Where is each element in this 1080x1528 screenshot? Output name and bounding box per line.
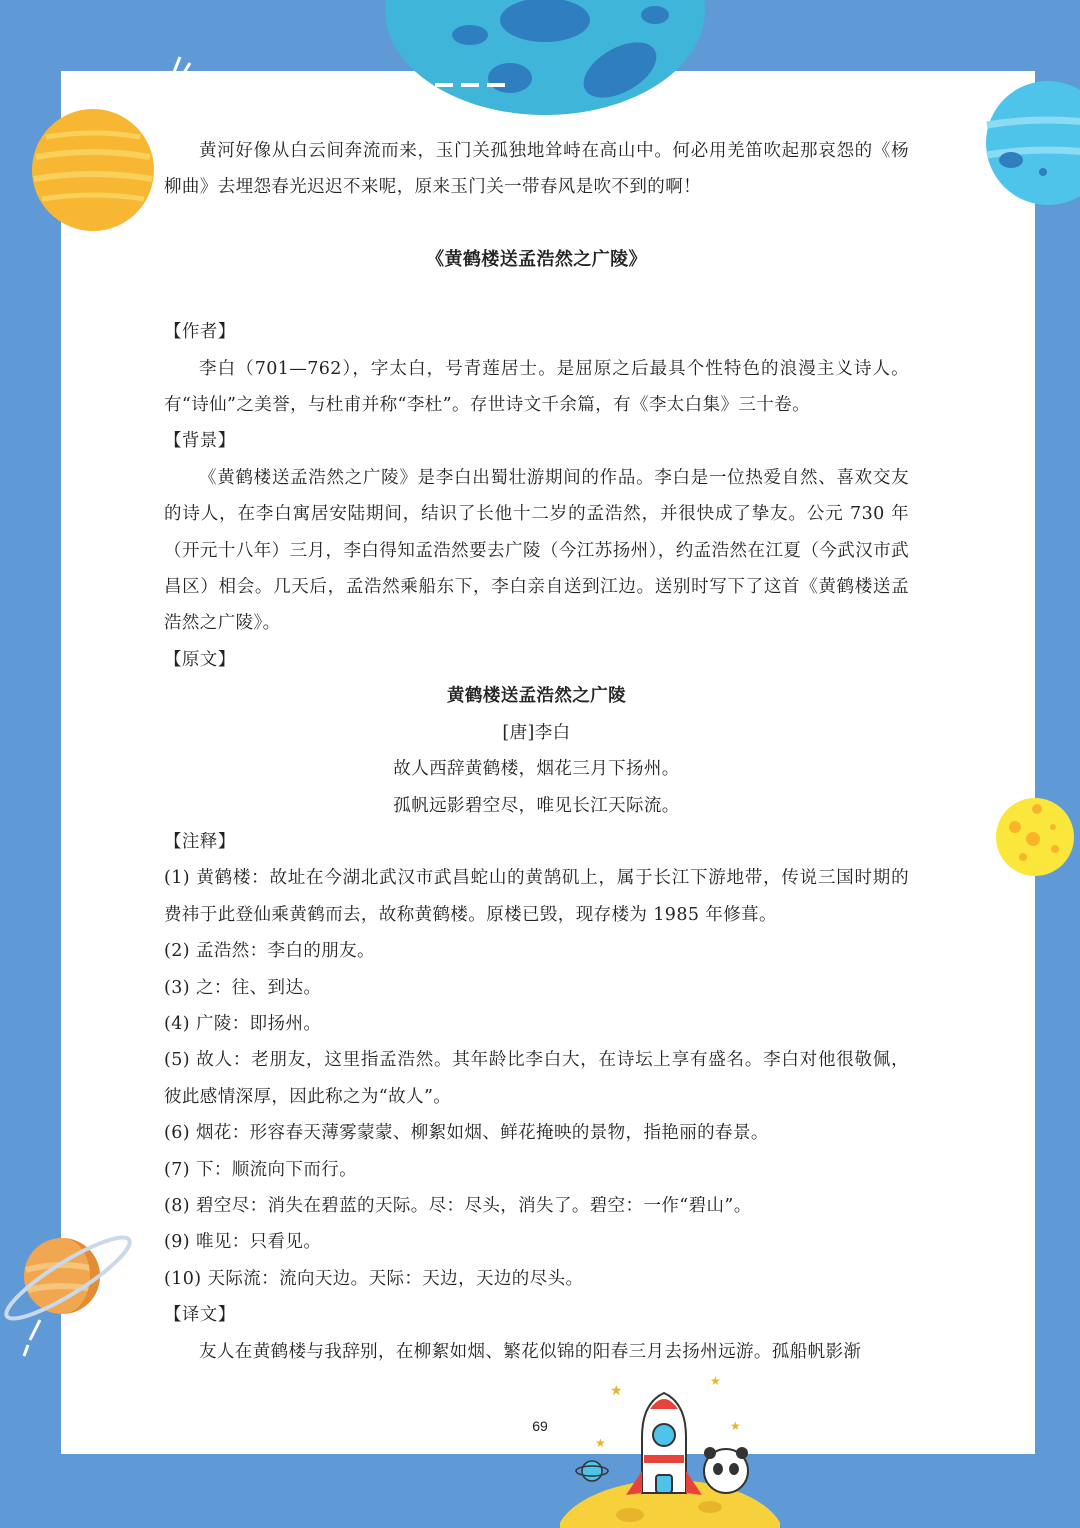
- note-item: (4) 广陵：即扬州。: [164, 1013, 322, 1034]
- author-text: 李白（701—762），字太白，号青莲居士。是屈原之后最具个性特色的浪漫主义诗人。有“诗仙”之美誉，与杜甫并称“李杜”。存世诗文千余篇，有《李太白集》三十卷。: [164, 358, 909, 416]
- svg-text:★: ★: [595, 1436, 606, 1450]
- ringed-planet-icon: [0, 1230, 145, 1360]
- note-item: (8) 碧空尽：消失在碧蓝的天际。尽：尽头，消失了。碧空：一作“碧山”。: [164, 1195, 752, 1216]
- poem-title: 黄鹤楼送孟浩然之广陵: [447, 686, 626, 707]
- moon-planet-icon: [380, 0, 710, 120]
- note-item: (10) 天际流：流向天边。天际：天边，天边的尽头。: [164, 1268, 584, 1289]
- note-item: (3) 之：往、到达。: [164, 977, 322, 998]
- note-item: (1) 黄鹤楼：故址在今湖北武汉市武昌蛇山的黄鹄矶上，属于长江下游地带，传说三国时期的费祎于此登仙乘黄鹤而去，故称黄鹤楼。原楼已毁，现存楼为 1985 年修葺。: [164, 868, 909, 925]
- note-item: (5) 故人：老朋友，这里指孟浩然。其年龄比李白大，在诗坛上享有盛名。李白对他很敬佩，彼此感情深厚，因此称之为“故人”。: [164, 1050, 909, 1107]
- svg-text:★: ★: [710, 1375, 721, 1388]
- sun-planet-icon: [30, 107, 156, 233]
- intro-paragraph: 黄河好像从白云间奔流而来，玉门关孤独地耸峙在高山中。何必用羌笛吹起那哀怨的《杨柳曲》去埋怨春光迟迟不来呢，原来玉门关一带春风是吹不到的啊！: [164, 141, 909, 198]
- poem-author: [唐]李白: [502, 722, 571, 743]
- blue-planet-icon: [985, 80, 1080, 206]
- background-heading: 【背景】: [164, 431, 236, 452]
- note-item: (7) 下：顺流向下而行。: [164, 1159, 358, 1180]
- note-item: (6) 烟花：形容春天薄雾蒙蒙、柳絮如烟、鲜花掩映的景物，指艳丽的春景。: [164, 1123, 769, 1144]
- main-title: 《黄鹤楼送孟浩然之广陵》: [426, 248, 647, 270]
- sparkle-icon: [160, 55, 200, 95]
- note-item: (2) 孟浩然：李白的朋友。: [164, 941, 375, 962]
- page-number: 69: [532, 1418, 548, 1434]
- document-body: [164, 133, 909, 1370]
- author-heading: 【作者】: [164, 322, 236, 343]
- poem-line-1: 故人西辞黄鹤楼，烟花三月下扬州。: [393, 759, 680, 780]
- rocket-panda-illustration: [560, 1375, 780, 1528]
- svg-text:★: ★: [730, 1419, 741, 1433]
- original-heading: 【原文】: [164, 649, 236, 670]
- yellow-planet-icon: [995, 797, 1075, 877]
- poem-line-2: 孤帆远影碧空尽，唯见长江天际流。: [393, 795, 680, 816]
- note-item: (9) 唯见：只看见。: [164, 1232, 322, 1253]
- svg-text:★: ★: [610, 1383, 623, 1399]
- translation-text: 友人在黄鹤楼与我辞别，在柳絮如烟、繁花似锦的阳春三月去扬州远游。孤船帆影渐: [199, 1341, 862, 1362]
- notes-heading: 【注释】: [164, 831, 236, 852]
- translation-heading: 【译文】: [164, 1305, 236, 1326]
- background-text: 《黄鹤楼送孟浩然之广陵》是李白出蜀壮游期间的作品。李白是一位热爱自然、喜欢交友的诗人，在李白寓居安陆期间，结识了长他十二岁的孟浩然，并很快成了挚友。公元 730 年（开元十八年）三月，李白得知孟浩然要去广陵（今江苏扬州），约孟浩然在江夏（今武汉市武昌区）相会。几天后，孟浩然乘船东下，李白亲自送到江边。送别时写下了这首《黄鹤楼送孟浩然之广陵》。: [164, 467, 909, 634]
